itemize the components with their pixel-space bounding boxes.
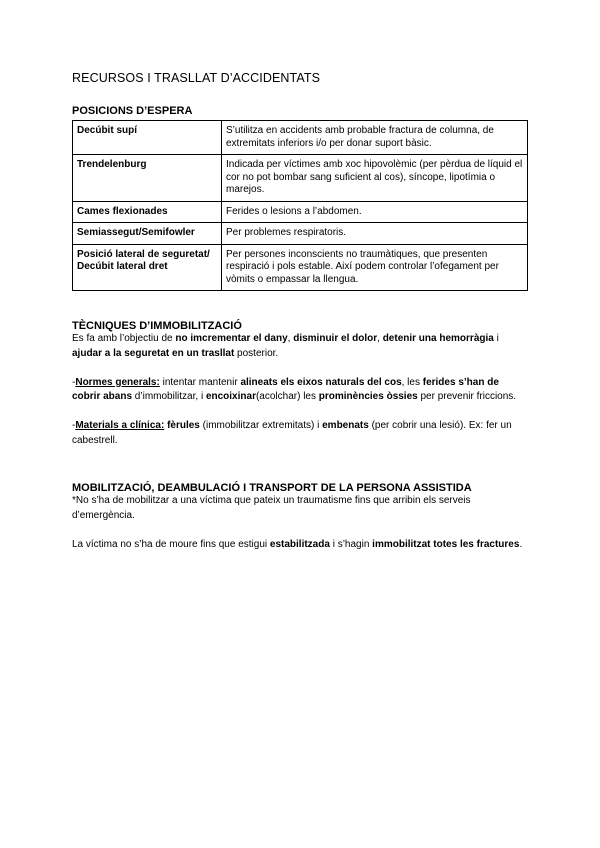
position-name: Semiassegut/Semifowler <box>73 223 222 245</box>
page-title: RECURSOS I TRASLLAT D’ACCIDENTATS <box>72 71 321 85</box>
table-row <box>73 201 528 223</box>
position-description: Indicada per víctimes amb xoc hipovolèmic (per pèrdua de líquid el cor no pot bombar sang suficient al cos), síncope, lipotímia o marejos. <box>222 155 528 202</box>
mobilization-heading: MOBILITZACIÓ, DEAMBULACIÓ I TRANSPORT DE LA PERSONA ASSISTIDA <box>72 482 472 494</box>
positions-table <box>72 120 528 291</box>
positions-heading: POSICIONS D’ESPERA <box>72 105 193 117</box>
mobilization-note: *No s’ha de mobilitzar a una víctima que pateix un traumatisme fins que arribin els serveis d’emergència. <box>72 495 471 521</box>
mobilization-section <box>72 482 528 552</box>
immobilization-intro: Es fa amb l’objectiu de no imcrementar el dany, disminuir el dolor, detenir una hemorràgia i ajudar a la seguretat en un trasllat posterior. <box>72 333 499 359</box>
table-row <box>73 244 528 291</box>
clinic-materials: -Materials a clínica: fèrules (immobilitzar extremitats) i embenats (per cobrir una lesió). Ex: fer un cabestrell. <box>72 420 512 446</box>
position-name: Cames flexionades <box>73 201 222 223</box>
position-description: Ferides o lesions a l’abdomen. <box>222 201 528 223</box>
position-name: Trendelenburg <box>73 155 222 202</box>
immobilization-heading: TÈCNIQUES D’IMMOBILITZACIÓ <box>72 320 242 332</box>
mobilization-paragraph: La víctima no s’ha de moure fins que estigui estabilitzada i s’hagin immobilitzat totes les fractures. <box>72 538 523 550</box>
position-name: Posició lateral de seguretat/ Decúbit lateral dret <box>73 244 222 291</box>
position-description: S’utilitza en accidents amb probable fractura de columna, de extremitats inferiors i/o per donar suport bàsic. <box>222 121 528 155</box>
table-row <box>73 155 528 202</box>
table-row <box>73 223 528 245</box>
table-row <box>73 121 528 155</box>
position-description: Per problemes respiratoris. <box>222 223 528 245</box>
position-description: Per persones inconscients no traumàtiques, que presenten respiració i pols estable. Així podem controlar l’ofegament per vòmits o empassar la llengua. <box>222 244 528 291</box>
position-name: Decúbit supí <box>73 121 222 155</box>
immobilization-section <box>72 320 528 448</box>
general-rules: -Normes generals: intentar mantenir alineats els eixos naturals del cos, les ferides s’han de cobrir abans d’immobilitzar, i encoixinar(acolchar) les prominències òssies per prevenir friccions. <box>72 376 517 402</box>
